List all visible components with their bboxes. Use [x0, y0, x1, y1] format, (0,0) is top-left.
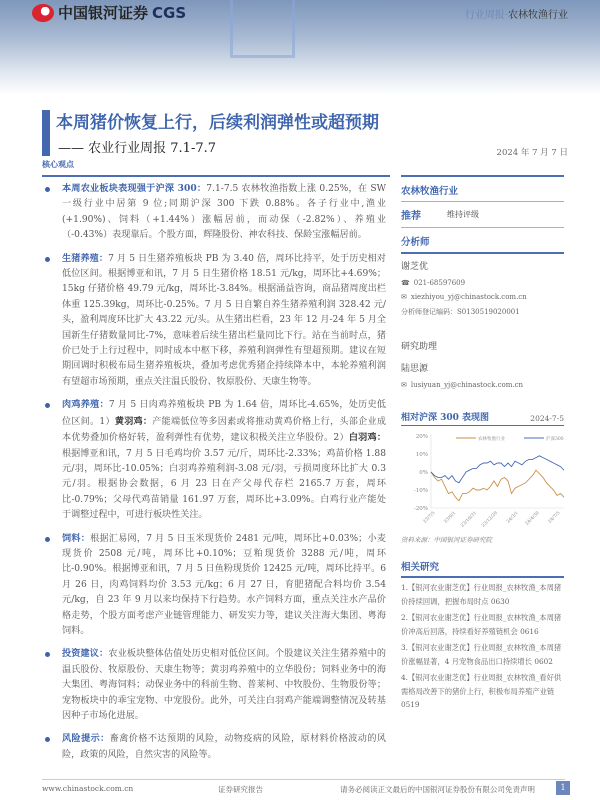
bullet-feed [42, 531, 386, 640]
y-tick-label: 20% [415, 434, 428, 440]
y-tick-label: -20% [413, 506, 428, 512]
x-tick-label: 23/12/29 [481, 510, 499, 529]
x-tick-label: 23/10/31 [460, 510, 479, 529]
legend-label: 沪深300 [546, 437, 564, 442]
assistant-label: 研究助理 [401, 342, 438, 352]
bullet-subhead: 白羽鸡： [348, 432, 386, 444]
bullet-investment [42, 646, 386, 724]
related-label: 相关研究 [401, 562, 440, 573]
analyst-name: 谢芝优 [401, 262, 429, 272]
email-link[interactable]: lusiyuan_yj@chinastock.com.cn [410, 381, 524, 389]
bullet-head: 投资建议： [62, 648, 109, 660]
rating-value: 维持评级 [447, 210, 479, 219]
x-tick-label: 23/9/1 [443, 510, 458, 525]
report-industry: 农林牧渔行业 [508, 10, 568, 21]
bullet-head: 风险提示： [62, 733, 110, 745]
phone-text: 021-68597609 [413, 279, 466, 287]
page-number: 1 [556, 781, 570, 795]
watermark-logo [230, 0, 295, 58]
analyst-email[interactable] [401, 290, 564, 304]
y-tick-label: -10% [413, 488, 428, 494]
bullet-body: 根据博亚和讯，7 月 5 日毛鸡均价 3.57 元/斤，周环比-2.33%；鸡苗价格 1.88 元/羽，周环比-10.05%；白羽鸡养殖利润-3.08 元/羽，亏损周度环比扩大 0.3 元/羽。根据协会数据，6 月 23 日在产父母代存栏 2165.7 万套，周环比-0.79%；父母代鸡苗销量 161.97 万套，周环比+3.09%。白鸡行业产能处于调整过程中，可进行板块性关注。 [62, 448, 386, 521]
report-tag [465, 6, 568, 21]
bullet-body: 畜禽价格不达预期的风险，动物疫病的风险，原材料价格波动的风险，政策的风险，自然灾害的风险等。 [62, 734, 386, 760]
bullet-body: 农业板块整体估值处历史相对低位区间。个股建议关注生猪养殖中的温氏股份、牧原股份、天康生物等；黄羽鸡养殖中的立华股份；饲料业务中的海大集团、粤海饲料；动保业务中的科前生物、普莱柯、中牧股份、生物股份等；宠物板块中的乖宝宠物、中宠股份。此外，可关注白羽鸡产能端调整情况及转基因种子市场化进展。 [62, 649, 386, 721]
assistant-name: 陆思源 [401, 364, 429, 374]
logo-text: 中国银河证券 [58, 4, 149, 22]
analyst-registration: 分析师登记编码：S0130519020001 [401, 308, 520, 316]
divider [42, 175, 390, 177]
email-link[interactable]: xiezhiyou_yj@chinastock.com.cn [410, 293, 527, 301]
footer-website[interactable]: www.chinastock.com.cn [42, 784, 134, 793]
related-research [401, 559, 564, 712]
bullet-body: 7.1-7.5 农林牧渔指数上涨 0.25%，在 SW 一级行业中居第 9 位;同期沪深 300 下跌 0.88%。各子行业中,渔业(+1.90%)、饲料（+1.44%）涨幅居前，而动保（-2.82%）、养殖业（-0.43%）表现靠后。个股方面，辉隆股份、神农科技、保龄宝涨幅居前。 [62, 184, 386, 241]
report-type: 行业周报· [464, 10, 508, 21]
x-tick-label: 24/4/30 [524, 510, 541, 527]
bullet-risk [42, 731, 386, 763]
bullet-head: 生猪养殖： [62, 252, 109, 264]
rating-label: 推荐 [401, 211, 421, 222]
bullet-body: 产能端低位等多因素或将推动黄鸡价格上行，头部企业成本优势叠加价格好转，盈利弹性有优势，建议积极关注立华股份。2） [62, 416, 386, 444]
related-item[interactable]: 3.【银河农业谢芝优】行业周报_农林牧渔_本周猪价涨幅显著，4 月宠物食品出口持续增长 0602 [401, 643, 562, 666]
page-title: 本周猪价恢复上行，后续利润弹性或超预期 [56, 113, 379, 133]
bullet-subhead: 黄羽鸡： [114, 415, 153, 427]
bullet-market [42, 181, 386, 244]
sidebar-industry: 农林牧渔行业 [401, 186, 459, 197]
sidebar [401, 175, 564, 712]
bullet-head: 本周农业板块表现强于沪深 300： [62, 183, 207, 194]
analyst-phone [401, 276, 564, 290]
bullet-head: 肉鸡养殖： [62, 399, 109, 411]
analyst-label: 分析师 [401, 237, 430, 248]
chart-header [401, 410, 564, 426]
chart-title: 相对沪深 300 表现图 [401, 413, 490, 423]
chart-source: 资料来源：中国银河证券研究院 [401, 536, 492, 544]
page-subtitle: —— 农业行业周报 7.1-7.7 [58, 141, 217, 156]
x-tick-label: 23/7/5 [422, 510, 437, 525]
bullet-body: 7 月 5 日肉鸡养殖板块 PB 为 1.64 倍，周环比-4.65%，处历史低位区间。1） [62, 400, 386, 427]
chart-date: 2024-7-5 [530, 414, 564, 423]
header-banner [0, 0, 600, 95]
bullet-chicken [42, 397, 386, 523]
related-item[interactable]: 2.【银河农业谢芝优】行业周报_农林牧渔_本周猪价冲高后回落，持续看好养殖链机会 0616 [401, 613, 562, 636]
company-logo [32, 2, 186, 23]
rating-row [401, 202, 564, 227]
mail-icon: ✉ [401, 381, 407, 389]
bullet-body: 根据汇易网，7 月 5 日玉米现货价 2481 元/吨，周环比+0.03%；小麦现货价 2508 元/吨，周环比+0.10%；豆粕现货价 3288 元/吨，周环比-0.90%。根据博亚和讯，7 月 5 日鱼粉现货价 12425 元/吨，周环比持平。6 月 26 日，肉鸡饲料均价 3.53 元/kg；6 月 27 日，育肥猪配合料均价 3.54 元/kg，自 23 年 9 月以来均保持下行趋势。水产饲料方面，重点关注水产品价格走势，个股方面考虑产业链管理能力、研发实力等，建议关注海大集团、粤海饲料。 [62, 533, 386, 636]
mail-icon: ✉ [401, 293, 407, 301]
logo-brand: CGS [152, 3, 187, 22]
divider [401, 576, 564, 578]
section-label: 核心观点 [42, 159, 74, 169]
x-tick-label: 24/7/5 [547, 510, 562, 525]
phone-icon: ☎ [401, 279, 410, 287]
legend-label: 农林牧渔行业 [478, 437, 505, 442]
related-item[interactable]: 4.【银河农业谢芝优】行业周报_农林牧渔_看好供需格局改善下的猪价上行，积极布局养殖产业链 0519 [401, 673, 562, 709]
title-accent-bar [42, 110, 50, 156]
y-tick-label: 0% [419, 470, 428, 476]
core-points [42, 181, 386, 770]
bullet-hog [42, 251, 386, 391]
related-item[interactable]: 1.【银河农业谢芝优】行业周报_农林牧渔_本周猪价持续回调，把握布局时点 0630 [401, 583, 562, 606]
footer-disclaimer: 请务必阅读正文最后的中国银河证券股份有限公司免责声明 [340, 785, 535, 794]
footer-divider [42, 779, 565, 780]
bullet-head: 饲料： [62, 532, 91, 544]
bullet-body: 7 月 5 日生猪养殖板块 PB 为 3.40 倍，周环比持平，处于历史相对低位区间。根据博亚和讯，7 月 5 日生猪价格 18.51 元/kg，周环比+4.69%；15kg 仔猪价格 49.79 元/kg，周环比-3.84%。根据涌益咨询，商品猪周度出栏体重 125.39kg，周环比-0.25%。7 月 5 日自繁自养生猪养殖利润 328.42 元/头，盈利周度环比扩大 43.22 元/头。从生猪出栏看，23 年 12 月-24 年 5 月全国新生仔猪数量同比-7%，意味着后续生猪出栏量同比下行。站在当前时点，猪价已处于上行过程中，同时成本中枢下移，养殖利润弹性有望超预期。建议在短期回调时积极布局生猪养殖板块，叠加考虑优秀猪企持续降本中，本轮养殖利润有望超市场预期，重点关注温氏股份、牧原股份、天康生物等。 [62, 253, 386, 387]
x-tick-label: 24/3/1 [505, 510, 520, 525]
series-line-0 [431, 470, 564, 501]
relative-performance-chart [401, 426, 566, 531]
logo-icon [32, 4, 54, 22]
y-tick-label: 10% [415, 452, 428, 458]
footer-center: 证券研究报告 [218, 785, 263, 794]
report-date: 2024 年 7 月 7 日 [496, 148, 568, 158]
assistant-email[interactable] [401, 378, 564, 392]
